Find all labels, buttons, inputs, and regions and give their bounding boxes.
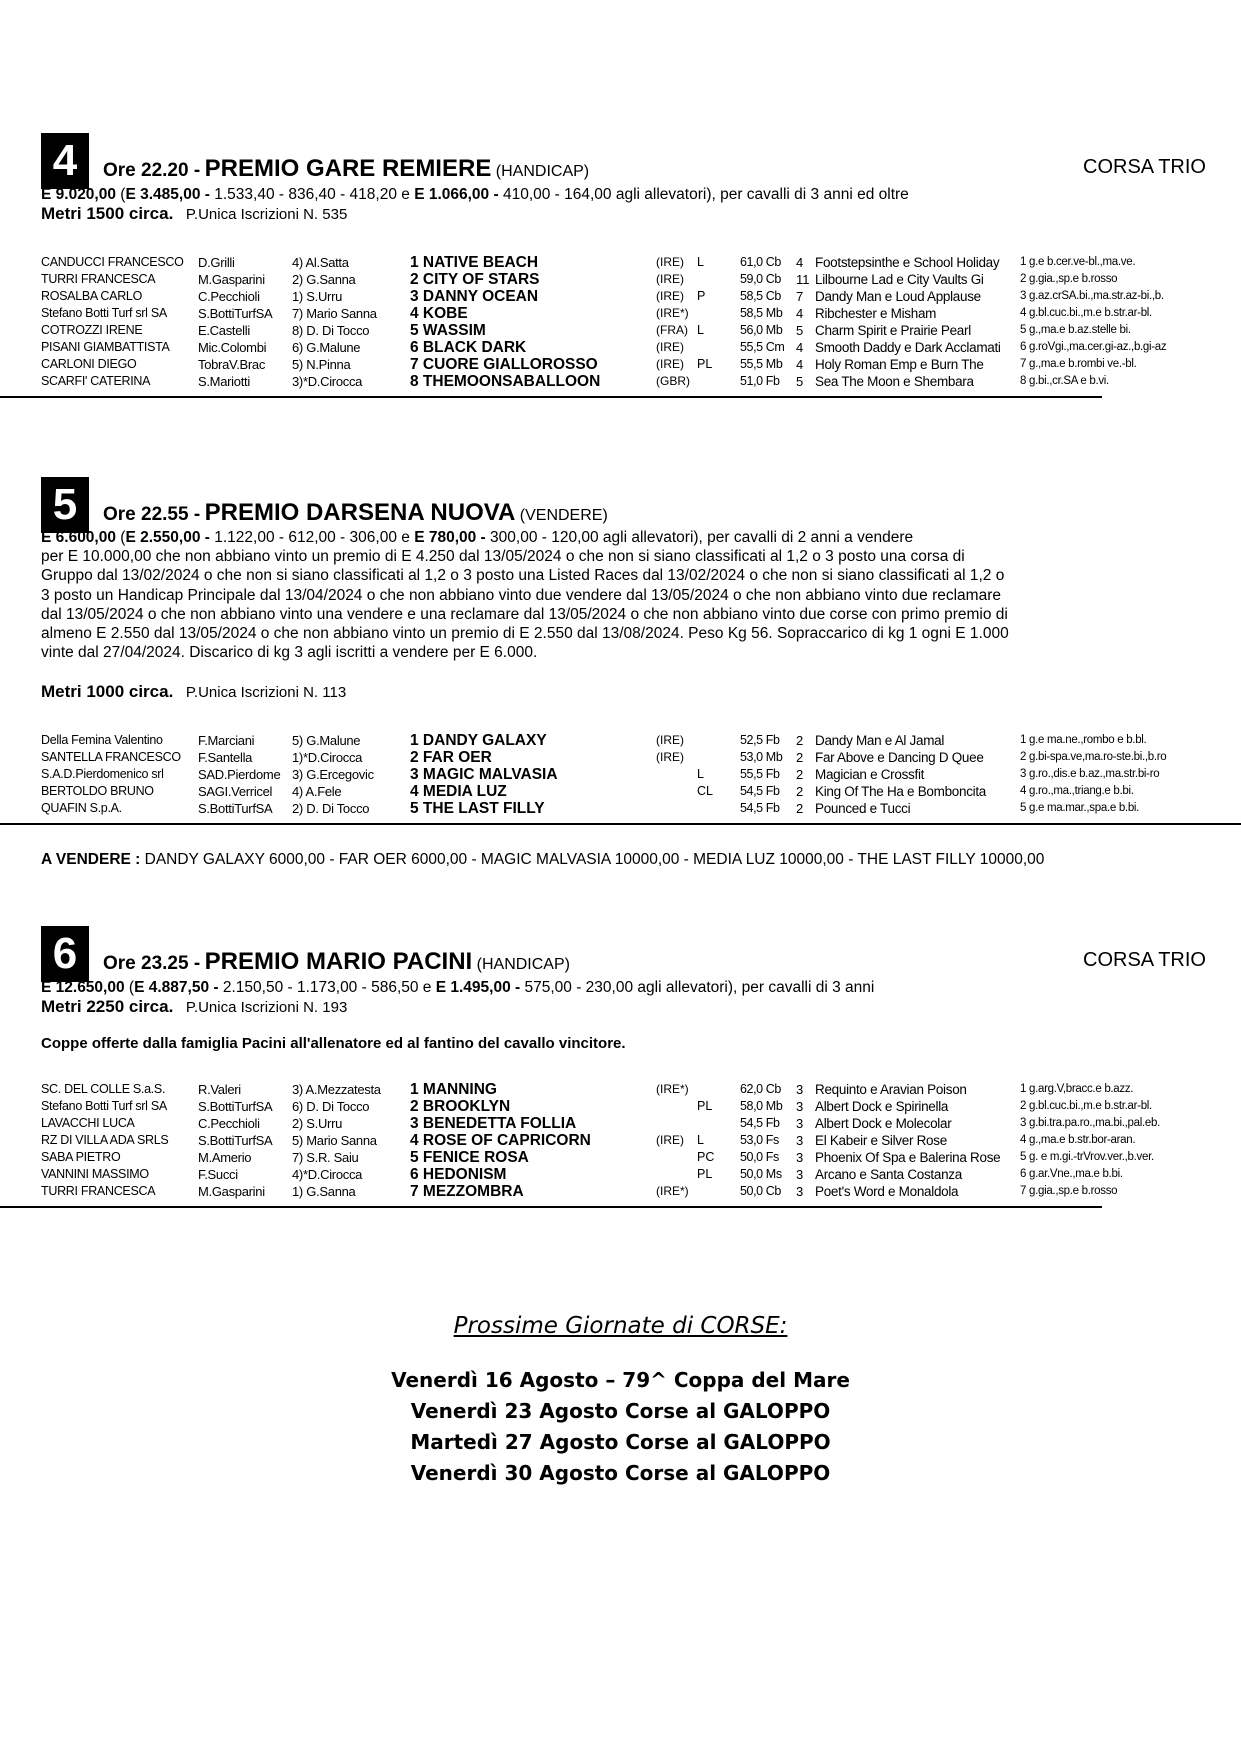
entry-horse: 6 BLACK DARK: [410, 339, 527, 356]
entry-equipment: P: [697, 289, 706, 303]
entry-weight: 54,5 Fb: [740, 784, 780, 798]
entry-colors: 6 g.ar.Vne.,ma.e b.bi.: [1020, 1168, 1123, 1180]
entry-equipment: PL: [697, 1099, 713, 1113]
entry-owner: TURRI FRANCESCA: [41, 1184, 156, 1198]
entry-trainer: S.BottiTurfSA: [198, 1133, 273, 1148]
entry-weight: 55,5 Cm: [740, 340, 785, 354]
entry-owner: SANTELLA FRANCESCO: [41, 750, 181, 764]
entry-origin: (IRE): [656, 340, 684, 354]
race-number: 5: [41, 477, 89, 533]
entry-age: 2: [796, 767, 804, 782]
entry-origin: (IRE): [656, 733, 684, 747]
entry-equipment: PC: [697, 1150, 715, 1164]
entry-pedigree: Footstepsinthe e School Holiday: [815, 255, 1000, 270]
upcoming-date: Venerdì 16 Agosto – 79^ Coppa del Mare: [391, 1368, 850, 1392]
entry-owner: RZ DI VILLA ADA SRLS: [41, 1133, 169, 1147]
prize-split: 1.533,40 - 836,40 - 418,20 e: [214, 186, 410, 203]
entries-table: [0, 1081, 1241, 1200]
prize-split: 1.122,00 - 612,00 - 306,00 e: [214, 529, 410, 546]
entry-weight: 58,5 Cb: [740, 289, 781, 303]
entry-row: [0, 373, 1241, 390]
entry-trainer: S.BottiTurfSA: [198, 1099, 273, 1114]
entry-equipment: CL: [697, 784, 713, 798]
upcoming-title: Prossime Giornate di CORSE:: [453, 1313, 788, 1339]
entry-jockey: 2) D. Di Tocco: [292, 801, 370, 816]
race-distance: Metri 1000 circa.: [41, 682, 174, 701]
race-number: 4: [41, 133, 89, 189]
divider: [0, 396, 1102, 398]
entry-equipment: L: [697, 255, 704, 269]
entry-age: 3: [796, 1116, 804, 1131]
entry-jockey: 7) S.R. Saiu: [292, 1150, 359, 1165]
entry-owner: CARLONI DIEGO: [41, 357, 137, 371]
corsa-trio-label: CORSA TRIO: [1083, 949, 1206, 971]
entry-horse: 1 MANNING: [410, 1081, 497, 1098]
entry-horse: 2 FAR OER: [410, 749, 492, 766]
entry-pedigree: Lilbourne Lad e City Vaults Gi: [815, 272, 984, 287]
sale-label: A VENDERE :: [41, 851, 141, 868]
entry-owner: TURRI FRANCESCA: [41, 272, 156, 286]
entry-origin: (IRE*): [656, 1082, 689, 1096]
entry-horse: 7 MEZZOMBRA: [410, 1183, 524, 1200]
entry-colors: 2 g.bl.cuc.bi.,m.e b.str.ar-bl.: [1020, 1100, 1152, 1112]
divider: [0, 1206, 1102, 1208]
distance-line: [41, 204, 347, 224]
entry-row: [0, 356, 1241, 373]
entry-age: 3: [796, 1133, 804, 1148]
entry-pedigree: Ribchester e Misham: [815, 306, 937, 321]
entry-age: 2: [796, 750, 804, 765]
entry-pedigree: El Kabeir e Silver Rose: [815, 1133, 947, 1148]
entry-owner: ROSALBA CARLO: [41, 289, 143, 303]
entry-jockey: 5) N.Pinna: [292, 357, 351, 372]
entry-origin: (IRE): [656, 1133, 684, 1147]
entry-weight: 62,0 Cb: [740, 1082, 781, 1096]
entry-pedigree: Charm Spirit e Prairie Pearl: [815, 323, 971, 338]
entry-colors: 1 g.e b.cer.ve-bl.,ma.ve.: [1020, 256, 1136, 268]
entry-colors: 7 g.,ma.e b.rombi ve.-bl.: [1020, 358, 1137, 370]
entry-weight: 52,5 Fb: [740, 733, 780, 747]
entry-trainer: D.Grilli: [198, 255, 235, 270]
entry-weight: 59,0 Cb: [740, 272, 781, 286]
entry-jockey: 4) A.Fele: [292, 784, 342, 799]
entry-colors: 7 g.gia.,sp.e b.rosso: [1020, 1185, 1118, 1197]
entry-horse: 4 MEDIA LUZ: [410, 783, 507, 800]
entry-row: [0, 1132, 1241, 1149]
entry-colors: 6 g.roVgi.,ma.cer.gi-az.,b.gi-az: [1020, 341, 1167, 353]
entry-origin: (IRE*): [656, 306, 689, 320]
entry-jockey: 3) A.Mezzatesta: [292, 1082, 381, 1097]
prize-tail: 410,00 - 164,00 agli allevatori), per cavalli di 3 anni ed oltre: [502, 186, 909, 203]
entry-pedigree: Phoenix Of Spa e Balerina Rose: [815, 1150, 1001, 1165]
entry-trainer: SAGI.Verricel: [198, 784, 273, 799]
entry-horse: 1 NATIVE BEACH: [410, 254, 539, 271]
entry-pedigree: King Of The Ha e Bomboncita: [815, 784, 986, 799]
entry-age: 3: [796, 1167, 804, 1182]
upcoming-date: Venerdì 23 Agosto Corse al GALOPPO: [410, 1399, 831, 1423]
entry-weight: 58,0 Mb: [740, 1099, 783, 1113]
entry-owner: VANNINI MASSIMO: [41, 1167, 149, 1181]
entry-jockey: 6) G.Malune: [292, 340, 361, 355]
entry-row: [0, 1115, 1241, 1132]
entry-colors: 1 g.e ma.ne.,rombo e b.bl.: [1020, 734, 1147, 746]
entry-horse: 5 FENICE ROSA: [410, 1149, 529, 1166]
entry-trainer: C.Pecchioli: [198, 289, 260, 304]
entry-weight: 53,0 Fs: [740, 1133, 779, 1147]
entry-owner: S.A.D.Pierdomenico srl: [41, 767, 164, 781]
entry-owner: Stefano Botti Turf srl SA: [41, 1099, 167, 1113]
entry-horse: 3 MAGIC MALVASIA: [410, 766, 558, 783]
race-title-line: [103, 155, 589, 183]
entry-origin: (IRE): [656, 289, 684, 303]
entry-row: [0, 1098, 1241, 1115]
entry-weight: 54,5 Fb: [740, 1116, 780, 1130]
entry-jockey: 1)*D.Cirocca: [292, 750, 363, 765]
entry-origin: (FRA): [656, 323, 688, 337]
entry-trainer: M.Gasparini: [198, 1184, 265, 1199]
entry-row: [0, 322, 1241, 339]
race-meta: P.Unica Iscrizioni N. 193: [185, 999, 348, 1016]
race-4: [0, 133, 1241, 390]
entry-horse: 5 THE LAST FILLY: [410, 800, 545, 817]
entry-weight: 50,0 Cb: [740, 1184, 781, 1198]
entry-weight: 55,5 Mb: [740, 357, 783, 371]
entry-pedigree: Smooth Daddy e Dark Acclamati: [815, 340, 1001, 355]
entry-weight: 58,5 Mb: [740, 306, 783, 320]
entry-jockey: 4)*D.Cirocca: [292, 1167, 363, 1182]
entry-horse: 2 BROOKLYN: [410, 1098, 511, 1115]
entry-row: [0, 749, 1241, 766]
prize-owner: E 4.887,50 -: [134, 979, 219, 996]
prize-breeder: E 780,00 -: [414, 529, 486, 546]
race-distance: Metri 2250 circa.: [41, 997, 174, 1016]
entry-trainer: Mic.Colombi: [198, 340, 267, 355]
entry-jockey: 1) S.Urru: [292, 289, 343, 304]
entry-colors: 4 g.,ma.e b.str.bor-aran.: [1020, 1134, 1136, 1146]
entry-horse: 6 HEDONISM: [410, 1166, 507, 1183]
entries-table: [0, 732, 1241, 817]
entry-age: 4: [796, 340, 804, 355]
upcoming-date: Martedì 27 Agosto Corse al GALOPPO: [410, 1430, 831, 1454]
entry-age: 2: [796, 801, 804, 816]
race-conditions: per E 10.000,00 che non abbiano vinto un premio di E 4.250 dal 13/05/2024 o che non si siano classificati al 1,2 o 3 posto una corsa di Gruppo dal 13/02/2024 o che non si siano classificati al 1,2 o 3 posto una Listed Races dal 13/02/2024 o che non si siano classificati al 1,2 o 3 posto un Handicap Principale dal 13/04/2024 o che non abbiano vinto due vendere dal 13/05/2024 o che non abbiano vinto due reclamare dal 13/05/2024 o che non abbiano vinto una vendere e una reclamare dal 13/05/2024 o che non abbiano vinto due corse con primo premio di almeno E 2.550 dal 13/05/2024 o che non abbiano vinto un premio di E 2.550 dal 13/08/2024. Peso Kg 56. Sopraccarico di kg 1 ogni E 1.000 vinte dal 27/04/2024. Discarico di kg 3 agli iscritti a vendere per E 6.000.: [41, 548, 1009, 662]
entry-horse: 8 THEMOONSABALLOON: [410, 373, 601, 390]
prize-open: (: [128, 979, 135, 996]
upcoming-races: [0, 1313, 1241, 1489]
race-number: 6: [41, 926, 89, 982]
entry-row: [0, 1166, 1241, 1183]
entry-origin: (IRE): [656, 255, 684, 269]
entry-row: [0, 254, 1241, 271]
race-title: PREMIO DARSENA NUOVA: [204, 499, 516, 526]
entry-pedigree: Holy Roman Emp e Burn The: [815, 357, 984, 372]
divider: [0, 823, 1241, 825]
entry-weight: 55,5 Fb: [740, 767, 780, 781]
entry-equipment: PL: [697, 357, 713, 371]
entry-age: 4: [796, 306, 804, 321]
race-header: [0, 477, 1241, 533]
entry-owner: LAVACCHI LUCA: [41, 1116, 135, 1130]
entry-colors: 2 g.gia.,sp.e b.rosso: [1020, 273, 1118, 285]
corsa-trio-label: CORSA TRIO: [1083, 156, 1206, 178]
prize-total: E 9.020,00: [41, 186, 116, 203]
entry-horse: 3 DANNY OCEAN: [410, 288, 539, 305]
entry-trainer: E.Castelli: [198, 323, 250, 338]
entry-jockey: 2) G.Sanna: [292, 272, 356, 287]
sale-text: DANDY GALAXY 6000,00 - FAR OER 6000,00 - MAGIC MALVASIA 10000,00 - MEDIA LUZ 10000,00 - THE LAST FILLY 10000,00: [144, 851, 1045, 868]
race-time: Ore 22.20 -: [103, 160, 201, 181]
entry-origin: (GBR): [656, 374, 690, 388]
entry-colors: 4 g.ro.,ma.,triang.e b.bi.: [1020, 785, 1134, 797]
race-title-line: [103, 499, 608, 527]
entry-pedigree: Requinto e Aravian Poison: [815, 1082, 967, 1097]
entry-age: 5: [796, 323, 804, 338]
entry-jockey: 8) D. Di Tocco: [292, 323, 370, 338]
prize-breeder: E 1.066,00 -: [414, 186, 499, 203]
race-distance: Metri 1500 circa.: [41, 204, 174, 223]
entry-age: 2: [796, 733, 804, 748]
entry-age: 3: [796, 1150, 804, 1165]
entry-owner: COTROZZI IRENE: [41, 323, 143, 337]
entry-trainer: C.Pecchioli: [198, 1116, 260, 1131]
entry-jockey: 3) G.Ercegovic: [292, 767, 374, 782]
race-type: (HANDICAP): [476, 956, 570, 973]
entry-colors: 3 g.bi.tra.pa.ro.,ma.bi.,pal.eb.: [1020, 1117, 1160, 1129]
race-5: [0, 477, 1241, 868]
entry-colors: 4 g.bl.cuc.bi.,m.e b.str.ar-bl.: [1020, 307, 1152, 319]
entry-age: 11: [796, 272, 810, 287]
entry-age: 2: [796, 784, 804, 799]
entry-owner: Stefano Botti Turf srl SA: [41, 306, 167, 320]
prize-total: E 12.650,00: [41, 979, 125, 996]
race-header: [0, 133, 1241, 189]
entry-trainer: F.Santella: [198, 750, 253, 765]
entry-trainer: M.Gasparini: [198, 272, 265, 287]
prize-owner: E 2.550,00 -: [125, 529, 210, 546]
entry-row: [0, 305, 1241, 322]
entry-age: 5: [796, 374, 804, 389]
entry-trainer: TobraV.Brac: [198, 357, 266, 372]
entry-origin: (IRE): [656, 272, 684, 286]
entry-origin: (IRE*): [656, 1184, 689, 1198]
entry-weight: 54,5 Fb: [740, 801, 780, 815]
entry-trainer: SAD.Pierdome: [198, 767, 281, 782]
entry-owner: SC. DEL COLLE S.a.S.: [41, 1082, 166, 1096]
entry-jockey: 5) G.Malune: [292, 733, 361, 748]
prize-line: [41, 978, 874, 997]
entry-horse: 4 KOBE: [410, 305, 468, 322]
race-type: (VENDERE): [519, 507, 608, 524]
entry-row: [0, 1149, 1241, 1166]
prize-open: (: [120, 529, 126, 546]
entry-origin: (IRE): [656, 357, 684, 371]
race-note: Coppe offerte dalla famiglia Pacini all'allenatore ed al fantino del cavallo vincitore.: [41, 1035, 626, 1052]
entry-row: [0, 1081, 1241, 1098]
entry-owner: SCARFI' CATERINA: [41, 374, 151, 388]
entry-age: 4: [796, 357, 804, 372]
entry-row: [0, 271, 1241, 288]
entry-owner: BERTOLDO BRUNO: [41, 784, 154, 798]
entry-trainer: F.Succi: [198, 1167, 238, 1182]
entry-row: [0, 339, 1241, 356]
entry-age: 3: [796, 1082, 804, 1097]
entry-weight: 56,0 Mb: [740, 323, 783, 337]
entry-age: 3: [796, 1184, 804, 1199]
entry-equipment: L: [697, 767, 704, 781]
entry-jockey: 3)*D.Cirocca: [292, 374, 363, 389]
distance-line: [41, 682, 346, 702]
prize-split: 2.150,50 - 1.173,00 - 586,50 e: [222, 979, 432, 996]
entry-colors: 5 g. e m.gi.-trVrov.ver.,b.ver.: [1020, 1151, 1154, 1163]
entry-origin: (IRE): [656, 750, 684, 764]
entry-owner: CANDUCCI FRANCESCO: [41, 255, 184, 269]
entry-horse: 3 BENEDETTA FOLLIA: [410, 1115, 577, 1132]
entry-colors: 3 g.ro.,dis.e b.az.,ma.str.bi-ro: [1020, 768, 1160, 780]
entry-pedigree: Albert Dock e Spirinella: [815, 1099, 949, 1114]
prize-line: [41, 528, 913, 547]
entry-trainer: S.BottiTurfSA: [198, 306, 273, 321]
prize-owner: E 3.485,00 -: [125, 186, 210, 203]
entry-weight: 53,0 Mb: [740, 750, 783, 764]
race-time: Ore 23.25 -: [103, 953, 201, 974]
prize-breeder: E 1.495,00 -: [435, 979, 521, 996]
entry-owner: QUAFIN S.p.A.: [41, 801, 122, 815]
prize-open: (: [120, 186, 126, 203]
entry-colors: 5 g.e ma.mar.,spa.e b.bi.: [1020, 802, 1140, 814]
prize-line: [41, 185, 909, 204]
entry-owner: Della Femina Valentino: [41, 733, 163, 747]
entry-pedigree: Poet's Word e Monaldola: [815, 1184, 959, 1199]
entry-jockey: 5) Mario Sanna: [292, 1133, 377, 1148]
race-meta: P.Unica Iscrizioni N. 535: [185, 206, 348, 223]
race-title: PREMIO GARE REMIERE: [204, 155, 492, 182]
distance-line: [41, 997, 347, 1017]
entry-row: [0, 766, 1241, 783]
entry-pedigree: Sea The Moon e Shembara: [815, 374, 974, 389]
entry-equipment: PL: [697, 1167, 713, 1181]
entry-colors: 1 g.arg.V,bracc.e b.azz.: [1020, 1083, 1134, 1095]
race-type: (HANDICAP): [495, 163, 590, 180]
entry-weight: 51,0 Fb: [740, 374, 780, 388]
entry-horse: 2 CITY OF STARS: [410, 271, 540, 288]
entry-jockey: 6) D. Di Tocco: [292, 1099, 370, 1114]
race-header: [0, 926, 1241, 982]
race-title: PREMIO MARIO PACINI: [204, 948, 473, 975]
entry-trainer: F.Marciani: [198, 733, 255, 748]
upcoming-date: Venerdì 30 Agosto Corse al GALOPPO: [410, 1461, 831, 1485]
race-time: Ore 22.55 -: [103, 504, 201, 525]
entry-pedigree: Dandy Man e Al Jamal: [815, 733, 945, 748]
entry-colors: 3 g.az.crSA.bi.,ma.str.az-bi.,b.: [1020, 290, 1164, 302]
entry-colors: 8 g.bi.,cr.SA e b.vi.: [1020, 375, 1109, 387]
entry-weight: 61,0 Cb: [740, 255, 781, 269]
entry-horse: 1 DANDY GALAXY: [410, 732, 547, 749]
entry-jockey: 2) S.Urru: [292, 1116, 343, 1131]
entry-weight: 50,0 Ms: [740, 1167, 782, 1181]
entry-age: 4: [796, 255, 804, 270]
entry-equipment: L: [697, 1133, 704, 1147]
entry-equipment: L: [697, 323, 704, 337]
entry-horse: 7 CUORE GIALLOROSSO: [410, 356, 598, 373]
entry-pedigree: Dandy Man e Loud Applause: [815, 289, 981, 304]
entry-colors: 2 g.bi-spa.ve,ma.ro-ste.bi.,b.ro: [1020, 751, 1167, 763]
entries-table: [0, 254, 1241, 390]
entry-horse: 4 ROSE OF CAPRICORN: [410, 1132, 591, 1149]
race-meta: P.Unica Iscrizioni N. 113: [185, 684, 347, 701]
entry-owner: SABA PIETRO: [41, 1150, 121, 1164]
entry-pedigree: Magician e Crossfit: [815, 767, 925, 782]
entry-trainer: S.Mariotti: [198, 374, 250, 389]
entry-jockey: 4) Al.Satta: [292, 255, 349, 270]
entry-trainer: R.Valeri: [198, 1082, 241, 1097]
sale-prices: [41, 851, 1044, 869]
race-title-line: [103, 948, 570, 976]
entry-pedigree: Pounced e Tucci: [815, 801, 911, 816]
entry-trainer: S.BottiTurfSA: [198, 801, 273, 816]
entry-row: [0, 288, 1241, 305]
entry-horse: 5 WASSIM: [410, 322, 486, 339]
entry-row: [0, 1183, 1241, 1200]
entry-owner: PISANI GIAMBATTISTA: [41, 340, 170, 354]
entry-trainer: M.Amerio: [198, 1150, 252, 1165]
entry-pedigree: Far Above e Dancing D Quee: [815, 750, 984, 765]
entry-pedigree: Arcano e Santa Costanza: [815, 1167, 962, 1182]
race-6: [0, 926, 1241, 1200]
entry-age: 7: [796, 289, 804, 304]
entry-colors: 5 g.,ma.e b.az.stelle bi.: [1020, 324, 1131, 336]
prize-total: E 6.600,00: [41, 529, 116, 546]
entry-jockey: 7) Mario Sanna: [292, 306, 377, 321]
entry-weight: 50,0 Fs: [740, 1150, 779, 1164]
prize-tail: 300,00 - 120,00 agli allevatori), per cavalli di 2 anni a vendere: [490, 529, 914, 546]
entry-row: [0, 783, 1241, 800]
entry-row: [0, 800, 1241, 817]
entry-jockey: 1) G.Sanna: [292, 1184, 356, 1199]
entry-age: 3: [796, 1099, 804, 1114]
entry-pedigree: Albert Dock e Molecolar: [815, 1116, 952, 1131]
prize-tail: 575,00 - 230,00 agli allevatori), per cavalli di 3 anni: [524, 979, 875, 996]
entry-row: [0, 732, 1241, 749]
